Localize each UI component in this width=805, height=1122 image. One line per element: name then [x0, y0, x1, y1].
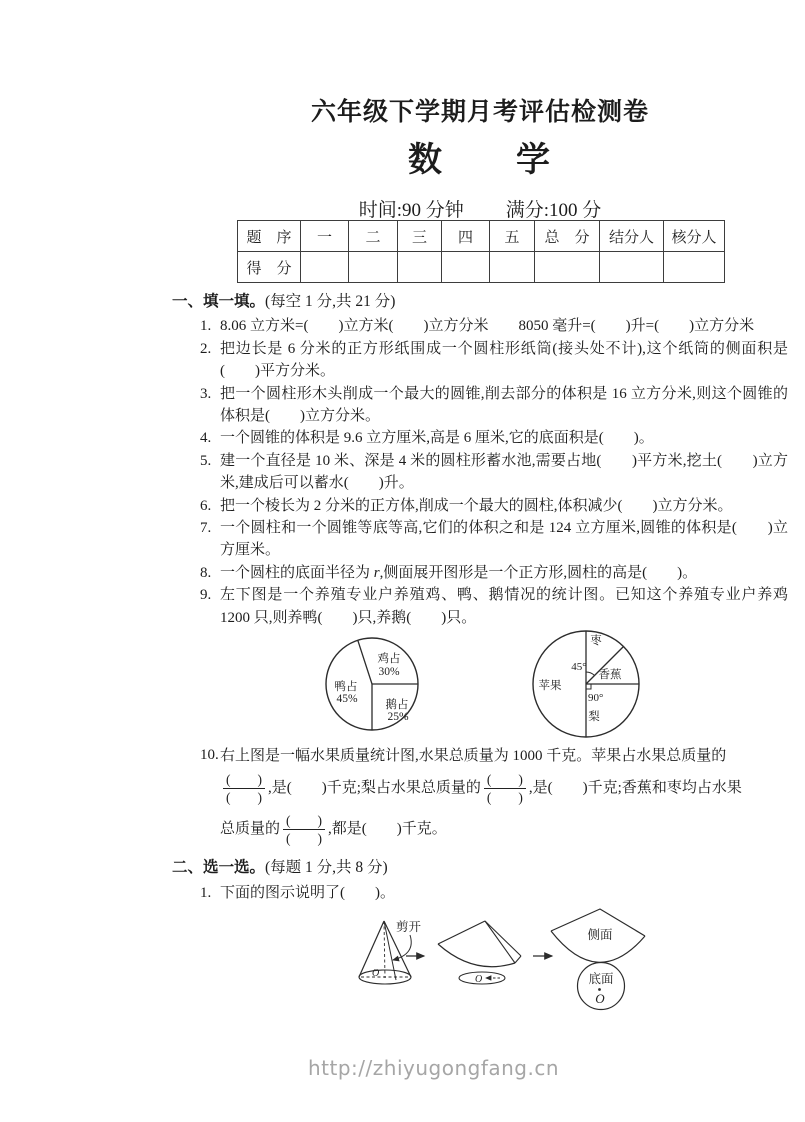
- item-text: [220, 562, 788, 584]
- score-header-cell: 三: [398, 221, 442, 252]
- item-text: 把一个圆柱形木头削成一个最大的圆锥,削去部分的体积是 16 立方分米,则这个圆锥的体积是( )立方分米。: [220, 385, 788, 425]
- exam-header: [172, 92, 788, 222]
- item-number: 10.: [200, 747, 219, 764]
- item-text: 下面的图示说明了( )。: [220, 884, 395, 901]
- item-number: 1.: [200, 884, 212, 901]
- poultry-pie-chart: [322, 632, 422, 738]
- pie-charts-row: [172, 630, 788, 740]
- item-text: [220, 744, 788, 850]
- item-number: 8.: [200, 564, 212, 581]
- slice-label-pear: 梨: [588, 711, 600, 724]
- item-number: 5.: [200, 452, 212, 469]
- item-number: 6.: [200, 497, 212, 514]
- score-table-score-row: [238, 252, 725, 283]
- slice-label-chicken: 鸡占: [377, 653, 401, 666]
- fraction-numerator: ( ): [223, 772, 265, 789]
- item-text: 把一个棱长为 2 分米的正方体,削成一个最大的圆柱,体积减少( )立方分米。: [220, 497, 733, 514]
- angle-label-45: 45°: [571, 661, 587, 674]
- score-cell-empty: [442, 252, 490, 283]
- score-cell-empty: [535, 252, 600, 283]
- cut-open-label: 剪开: [396, 919, 422, 934]
- score-row-label: 得 分: [238, 252, 301, 283]
- slice-label-duck: 鸭占: [334, 681, 358, 694]
- slice-pct-chicken: 30%: [378, 666, 400, 679]
- score-cell-empty: [398, 252, 442, 283]
- q10-line-1: [220, 744, 788, 768]
- q10-text: 右上图是一幅水果质量统计图,水果总质量为 1000 千克。苹果占水果总质量的: [220, 747, 727, 764]
- fraction-blank: [484, 772, 526, 805]
- q10-line-2: [220, 768, 788, 809]
- item-text: 建一个直径是 10 米、深是 4 米的圆柱形蓄水池,需要占地( )平方米,挖土( )立方米,建成后可以蓄水( )升。: [220, 452, 788, 492]
- score-table: [237, 220, 725, 283]
- angle-label-90: 90°: [588, 692, 604, 705]
- section-2-note: (每题 1 分,共 8 分): [265, 859, 388, 877]
- base-center-label: O: [595, 990, 605, 1006]
- fill-item-10: [172, 744, 788, 850]
- exam-duration: 时间:90 分钟: [358, 200, 464, 221]
- slice-pct-duck: 45%: [336, 693, 358, 706]
- score-cell-empty: [600, 252, 664, 283]
- footer-url: http://zhiyugongfang.cn: [308, 1056, 560, 1080]
- score-cell-empty: [664, 252, 725, 283]
- item-number: 4.: [200, 430, 212, 447]
- fill-item-8: [172, 562, 788, 584]
- fill-item-2: [172, 338, 788, 383]
- q10-text: ,都是( )千克。: [328, 821, 447, 838]
- exam-meta: [172, 195, 788, 222]
- slice-pct-goose: 25%: [387, 711, 409, 724]
- exam-title: 六年级下学期月考评估检测卷: [310, 99, 649, 126]
- fraction-denominator: ( ): [286, 831, 323, 847]
- fruit-pie-chart: [530, 628, 642, 742]
- score-cell-empty: [349, 252, 398, 283]
- slice-label-goose: 鹅占: [385, 699, 409, 712]
- fraction-denominator: ( ): [486, 790, 523, 806]
- q10-text: 总质量的: [220, 821, 281, 838]
- slice-label-banana: 香蕉: [598, 669, 622, 682]
- score-header-cell: 结分人: [600, 221, 664, 252]
- score-cell-empty: [301, 252, 349, 283]
- item-text-post: ,侧面展开图形是一个正方形,圆柱的高是( )。: [379, 564, 698, 581]
- fill-item-3: [172, 383, 788, 428]
- score-header-cell: 五: [490, 221, 535, 252]
- variable-r: r: [373, 564, 380, 581]
- q10-text: ,是( )千克;香蕉和枣均占水果: [528, 780, 742, 797]
- fill-item-7: [172, 517, 788, 562]
- fill-item-6: [172, 495, 788, 517]
- fraction-numerator: ( ): [484, 772, 526, 789]
- item-text: 把边长是 6 分米的正方形纸围成一个圆柱形纸筒(接头处不计),这个纸筒的侧面积是( )平方分米。: [220, 340, 788, 380]
- score-header-cell: 题 序: [238, 221, 301, 252]
- fraction-blank: [223, 772, 265, 805]
- score-header-cell: 二: [349, 221, 398, 252]
- q10-line-3: [220, 809, 788, 850]
- fill-item-4: [172, 427, 788, 449]
- item-number: 2.: [200, 340, 212, 357]
- cone-unfold-svg: [348, 906, 668, 1041]
- fraction-blank: [283, 813, 325, 846]
- fraction-denominator: ( ): [226, 790, 262, 806]
- item-text-pre: 一个圆柱的底面半径为: [220, 564, 374, 581]
- score-table-header-row: [238, 221, 725, 252]
- section-2-heading: [172, 857, 788, 879]
- item-number: 3.: [200, 385, 212, 402]
- item-text: 一个圆锥的体积是 9.6 立方厘米,高是 6 厘米,它的底面积是( )。: [220, 430, 654, 447]
- score-header-cell: 四: [442, 221, 490, 252]
- exam-body: [172, 291, 788, 1048]
- item-number: 9.: [200, 587, 212, 604]
- item-number: 7.: [200, 520, 212, 537]
- fill-item-1: [172, 315, 788, 337]
- section-1-note: (每空 1 分,共 21 分): [265, 293, 396, 310]
- choice-item-1: [172, 882, 788, 904]
- lateral-surface-label: 侧面: [587, 927, 613, 942]
- item-text: 8.06 立方米=( )立方米( )立方分米 8050 毫升=( )升=( )立方分米: [220, 318, 755, 335]
- fraction-numerator: ( ): [283, 813, 325, 830]
- slice-label-date: 枣: [590, 635, 602, 648]
- fill-item-9: [172, 584, 788, 629]
- slice-label-apple: 苹果: [538, 680, 562, 693]
- fan-base-center-label: O: [475, 973, 483, 985]
- score-header-cell: 核分人: [664, 221, 725, 252]
- item-number: 1.: [200, 318, 212, 335]
- cone-unfold-diagram: [348, 906, 788, 1048]
- subject-title: 数 学: [408, 142, 552, 179]
- section-1-heading: [172, 291, 788, 313]
- score-header-cell: 总 分: [535, 221, 600, 252]
- score-header-cell: 一: [301, 221, 349, 252]
- item-text: 一个圆柱和一个圆锥等底等高,它们的体积之和是 124 立方厘米,圆锥的体积是( )立方厘米。: [220, 520, 788, 559]
- item-text: 左下图是一个养殖专业户养殖鸡、鸭、鹅情况的统计图。已知这个养殖专业户养鸡 1200 只,则养鸭( )只,养鹅( )只。: [220, 587, 788, 626]
- q10-text: ,是( )千克;梨占水果总质量的: [268, 780, 481, 797]
- fill-item-5: [172, 450, 788, 495]
- base-surface-label: 底面: [588, 971, 614, 986]
- exam-full-score: 满分:100 分: [505, 200, 602, 221]
- section-1-title: 一、填一填。: [172, 293, 266, 310]
- section-2-title: 二、选一选。: [172, 859, 266, 877]
- score-cell-empty: [490, 252, 535, 283]
- cone-base-center-label: O: [372, 967, 380, 979]
